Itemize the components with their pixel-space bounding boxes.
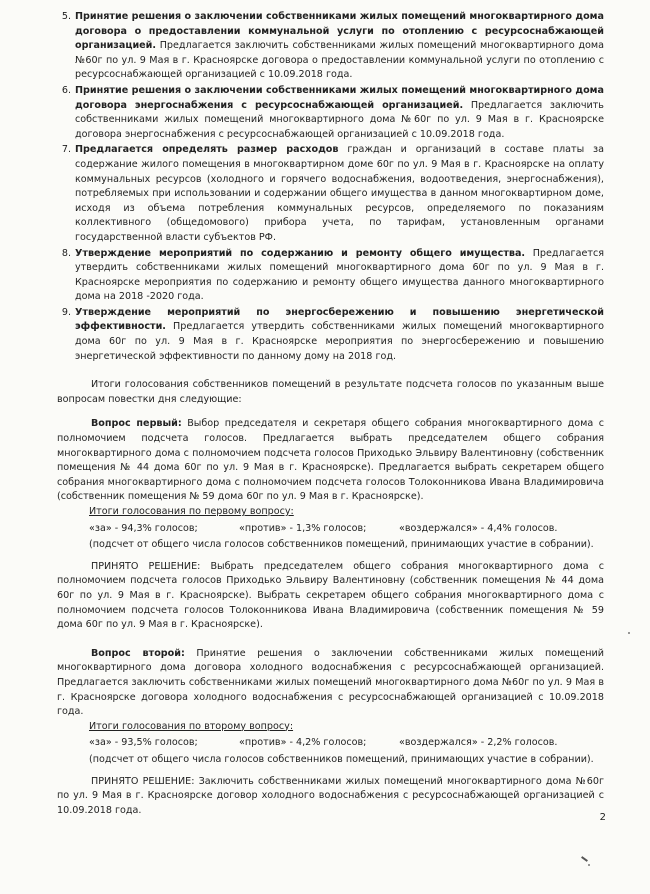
voting-summary (57, 378, 604, 407)
decision-text: Заключить собственниками жилых помещений многоквартирного дома №60г по ул. 9 Мая в г. Красноярске договор холодного водоснабжения с ресурсоснабжающей организацией с 10.09.2018 года. (57, 775, 604, 816)
agenda-item-heading: Принятие решения о заключении собственниками жилых помещений многоквартирного дома договора о предоставлении коммунальной услуги по отоплению с ресурсоснабжающей организацией. (75, 11, 604, 52)
vote-abstain: «воздержался» - 4,4% голосов. (399, 522, 558, 534)
voting-summary-lead: Итоги голосования (91, 379, 189, 391)
pen-mark (581, 856, 588, 862)
question-2-label: Вопрос второй: (91, 647, 185, 659)
agenda-item-text: Предлагается утвердить собственниками жилых помещений многоквартирного дома 60г по ул. 9 Мая в г. Красноярске мероприятия по энергосбережению и повышению энергетической эффективности по данному дому на 2018 год. (75, 321, 604, 362)
agenda-item-body (75, 306, 604, 364)
agenda-item-7 (57, 143, 604, 245)
agenda-item-heading: Утверждение мероприятий по энергосбережению и повышению энергетической эффективности. (75, 306, 604, 333)
decision-label: ПРИНЯТО РЕШЕНИЕ: (91, 775, 195, 787)
agenda-item-number: 7. (61, 144, 71, 156)
agenda-item-body (75, 247, 604, 305)
decision-text: Выбрать председателем общего собрания многоквартирного дома с полномочием подсчета голосов Приходько Эльвиру Валентиновну (собственник помещения № 44 дома 60г по ул. 9 Мая в г. Красноярске). Выбрать секретарем общего собрания многоквартирного дома с полномочием подсчета голосов Толоконникова Ивана Владимировича (собственник помещения № 59 дома 60г по ул. 9 Мая в г. Красноярске). (57, 560, 604, 631)
question-2-votes (89, 736, 604, 751)
question-1-note: (подсчет от общего числа голосов собственников помещений, принимающих участие в собрании). (89, 539, 594, 551)
agenda-item-heading: Утверждение мероприятий по содержанию и ремонту общего имущества. (75, 247, 526, 259)
question-2-decision (57, 775, 604, 819)
agenda-item-text: Предлагается заключить собственниками жилых помещений многоквартирного дома №60г по ул. 9 Мая в г. Красноярске договора энергоснабжения с ресурсоснабжающей организацией с 10.09.2018 года. (75, 99, 604, 140)
scan-speck (628, 632, 630, 634)
agenda-item-body (75, 143, 604, 245)
question-2-results-title: Итоги голосования по второму вопросу: (89, 720, 294, 732)
page-number: 2 (599, 812, 606, 824)
agenda-list (57, 10, 604, 364)
agenda-item-body (75, 10, 604, 83)
voting-summary-text: собственников помещений в результате подсчета голосов по указанным выше вопросам повестки дня следующие: (57, 379, 605, 405)
question-1-votes (89, 522, 604, 537)
agenda-item-number: 5. (61, 11, 71, 22)
agenda-item-number: 9. (61, 306, 71, 318)
agenda-item-8 (57, 247, 604, 305)
decision-label: ПРИНЯТО РЕШЕНИЕ: (91, 560, 201, 572)
agenda-item-5 (57, 10, 604, 83)
question-1-decision (57, 560, 604, 633)
vote-against: «против» - 4,2% голосов; (239, 737, 367, 749)
agenda-item-9 (57, 306, 604, 364)
question-2-note: (подсчет от общего числа голосов собственников помещений, принимающих участие в собрании). (89, 753, 594, 765)
agenda-item-text: граждан и организаций в составе платы за содержание жилого помещения в многоквартирном доме 60г по ул. 9 Мая в г. Красноярске на оплату коммунальных ресурсов (холодного и горячего водоснабжения, водоотведения, энергоснабжения), потребляемых при использовании и содержании общего имущества в данном многоквартирном доме, исходя из объема потребления коммунальных ресурсов, определяемого по показаниям коллективного (общедомового) прибора учета, по тарифам, установленным органами государственной власти субъектов РФ. (75, 144, 604, 243)
question-2-text: Принятие решения о заключении собственниками жилых помещений многоквартирного дома договора холодного водоснабжения с ресурсоснабжающей организацией. Предлагается заключить собственниками жилых помещений многоквартирного дома №60г по ул. 9 Мая в г. Красноярске договора холодного водоснабжения с ресурсоснабжающей организацией с 10.09.2018 года. (57, 647, 604, 718)
question-1-results-title: Итоги голосования по первому вопросу: (89, 506, 294, 517)
agenda-item-6 (57, 84, 604, 142)
agenda-item-text: Предлагается заключить собственниками жилых помещений многоквартирного дома №60г по ул. 9 Мая в г. Красноярске договора о предоставлении коммунальной услуги по отоплению с ресурсоснабжающей организацией с 10.09.2018 года. (75, 40, 604, 81)
agenda-item-number: 6. (61, 84, 71, 96)
vote-for: «за» - 94,3% голосов; (89, 522, 198, 534)
vote-against: «против» - 1,3% голосов; (239, 522, 367, 534)
vote-abstain: «воздержался» - 2,2% голосов. (399, 737, 558, 749)
agenda-item-heading: Предлагается определять размер расходов (75, 144, 339, 156)
pen-dot (588, 864, 590, 866)
vote-for: «за» - 93,5% голосов; (89, 737, 198, 749)
agenda-item-body (75, 84, 604, 142)
question-1-label: Вопрос первый: (91, 418, 182, 430)
agenda-item-text: Предлагается утвердить собственниками жилых помещений многоквартирного дома 60г по ул. 9 Мая в г. Красноярске мероприятия по содержанию и ремонту общего имущества данного многоквартирного дома на 2018 -2020 года. (75, 247, 604, 303)
question-1 (57, 417, 604, 505)
agenda-item-heading: Принятие решения о заключении собственниками жилых помещений многоквартирного дома договора энергоснабжения с ресурсоснабжающей организацией. (75, 84, 604, 111)
agenda-item-number: 8. (61, 247, 71, 259)
question-1-text: Выбор председателя и секретаря общего собрания многоквартирного дома с полномочием подсчета голосов. Предлагается выбрать председателем общего собрания многоквартирного дома с полномочием подсчета голосов Приходько Эльвиру Валентиновну (собственник помещения № 44 дома 60г по ул. 9 Мая в г. Красноярске). Предлагается выбрать секретарем общего собрания многоквартирного дома с полномочием подсчета голосов Толоконникова Ивана Владимировича (собственник помещения № 59 дома 60г по ул. 9 Мая в г. Красноярске). (57, 418, 604, 503)
question-2 (57, 647, 604, 720)
